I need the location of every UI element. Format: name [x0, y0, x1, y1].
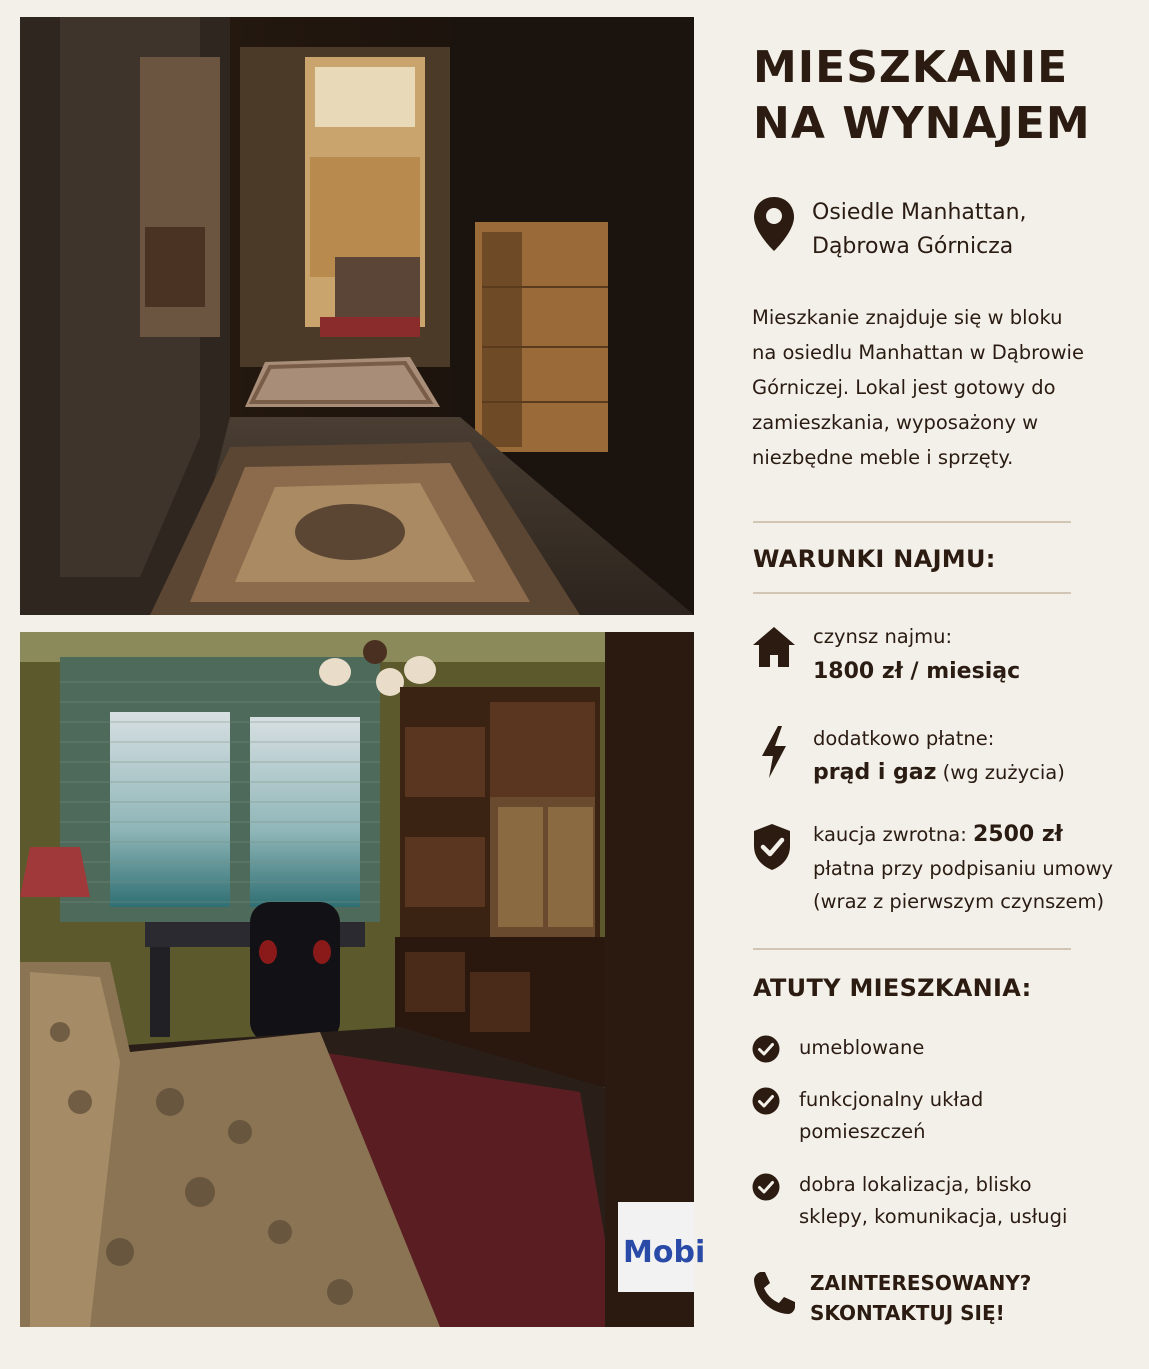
advantage-line: sklepy, komunikacja, usługi [799, 1205, 1068, 1228]
shield-check-icon [752, 822, 792, 872]
advantage-item [799, 1084, 1099, 1148]
map-pin-icon [752, 195, 796, 253]
description-line: Mieszkanie znajduje się w bloku [752, 306, 1063, 329]
deposit-note-1: płatna przy podpisaniu umowy [813, 857, 1114, 880]
advantages-heading: ATUTY MIESZKANIA: [753, 974, 1032, 1002]
check-circle-icon [752, 1173, 780, 1201]
divider [753, 521, 1071, 523]
deposit-label: kaucja zwrotna: [813, 823, 967, 846]
deposit-value: 2500 zł [972, 822, 1063, 847]
location-line-1: Osiedle Manhattan, [812, 200, 1027, 225]
location-text [812, 196, 1132, 264]
phone-icon [752, 1270, 796, 1316]
advantage-item [799, 1169, 1099, 1233]
advantage-line: funkcjonalny układ [799, 1088, 984, 1111]
advantage-item [799, 1032, 1099, 1064]
title-line-2: NA WYNAJEM [753, 98, 1091, 149]
contact-line-1: ZAINTERESOWANY? [810, 1271, 1032, 1295]
extra-value: prąd i gaz [813, 760, 937, 785]
lightning-icon [758, 726, 790, 778]
deposit-note-2: (wraz z pierwszym czynszem) [813, 890, 1105, 913]
contact-line-2: SKONTAKTUJ SIĘ! [810, 1301, 1005, 1325]
rent-label: czynsz najmu: [813, 625, 953, 648]
description-line: Górniczej. Lokal jest gotowy do [752, 376, 1056, 399]
terms-heading: WARUNKI NAJMU: [753, 545, 996, 573]
title-line-1: MIESZKANIE [753, 42, 1069, 93]
check-circle-icon [752, 1087, 780, 1115]
advantage-line: umeblowane [799, 1036, 925, 1059]
contact-cta[interactable] [810, 1268, 1110, 1328]
extra-value-row [813, 756, 1133, 789]
check-circle-icon [752, 1035, 780, 1063]
advantage-line: dobra lokalizacja, blisko [799, 1173, 1032, 1196]
description-line: zamieszkania, wyposażony w [752, 411, 1039, 434]
bedroom-photo [20, 632, 706, 1327]
mobil-sticker-text: Mobi [623, 1235, 706, 1270]
extra-label: dodatkowo płatne: [813, 727, 995, 750]
location-line-2: Dąbrowa Górnicza [812, 234, 1014, 259]
divider [753, 592, 1071, 594]
house-icon [751, 625, 797, 669]
divider [753, 948, 1071, 950]
deposit-row [813, 818, 1133, 851]
extra-note: (wg zużycia) [942, 761, 1065, 784]
rent-value: 1800 zł / miesiąc [813, 659, 1021, 684]
description [752, 300, 1122, 475]
hallway-photo [20, 17, 694, 615]
description-line: na osiedlu Manhattan w Dąbrowie [752, 341, 1084, 364]
description-line: niezbędne meble i sprzęty. [752, 446, 1014, 469]
advantage-line: pomieszczeń [799, 1120, 926, 1143]
page-title [753, 40, 1133, 152]
